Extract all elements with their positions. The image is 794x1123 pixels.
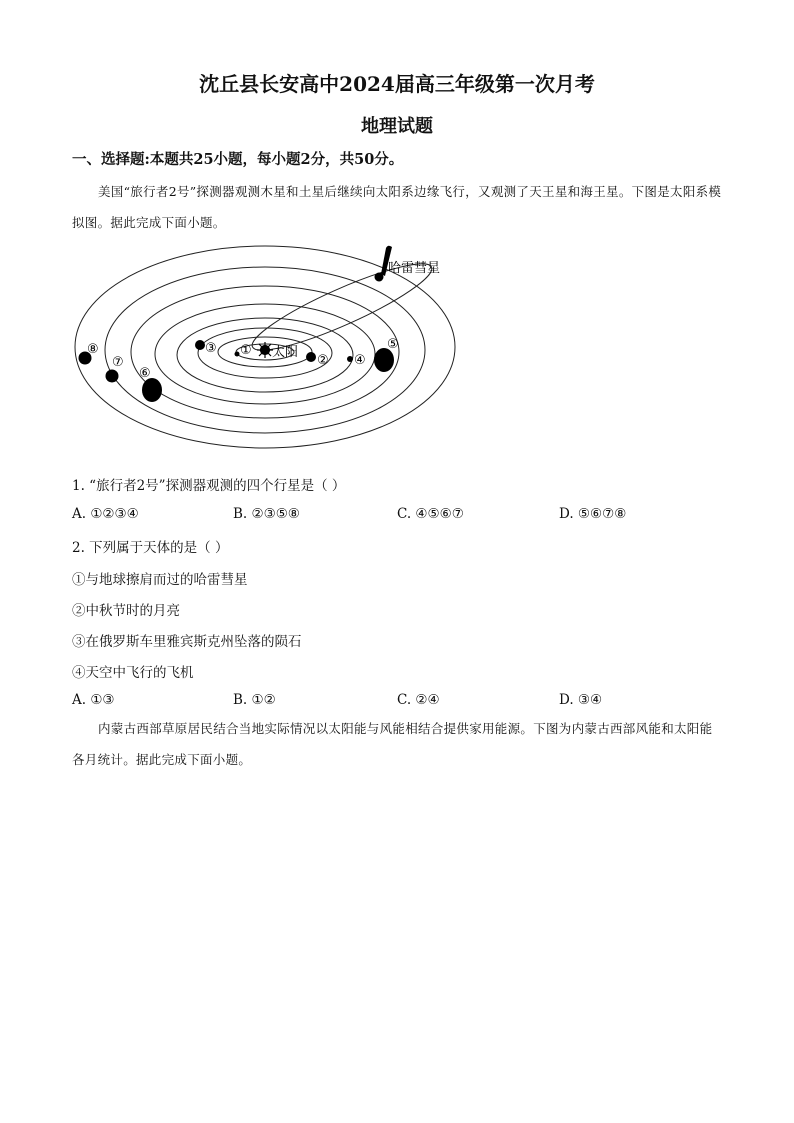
planet-label-2: ② — [317, 353, 329, 368]
planet-label-1: ① — [240, 343, 252, 358]
planet-6 — [142, 378, 162, 402]
planet-4 — [347, 356, 353, 362]
q1-option-c[interactable]: C. ④⑤⑥⑦ — [397, 506, 464, 522]
comet-nucleus — [375, 273, 384, 282]
page-subtitle: 地理试题 — [361, 116, 433, 137]
q2-option-c[interactable]: C. ②④ — [397, 692, 440, 708]
q1-option-b[interactable]: B. ②③⑤⑧ — [233, 506, 300, 522]
q1-option-d[interactable]: D. ⑤⑥⑦⑧ — [559, 506, 627, 522]
q2-option-b[interactable]: B. ①② — [233, 692, 276, 708]
planet-7 — [106, 370, 119, 383]
q2-option-a[interactable]: A. ①③ — [72, 692, 115, 708]
comet-label: 哈雷彗星 — [388, 261, 441, 276]
question-2-item-4: ④天空中飞行的飞机 — [72, 665, 194, 681]
planet-label-5: ⑤ — [387, 337, 399, 352]
question-2-item-1: ①与地球擦肩而过的哈雷彗星 — [72, 572, 248, 588]
question-2-item-2: ②中秋节时的月亮 — [72, 603, 180, 619]
planet-label-4: ④ — [354, 353, 366, 368]
sun-icon — [257, 342, 273, 358]
planet-label-3: ③ — [205, 341, 217, 356]
section-heading: 一、选择题:本题共25小题，每小题2分，共50分。 — [72, 151, 404, 168]
solar-system-diagram — [70, 240, 470, 450]
question-2-item-3: ③在俄罗斯车里雅宾斯克州坠落的陨石 — [72, 634, 302, 650]
question-2-stem: 2. 下列属于天体的是（ ） — [72, 540, 229, 556]
question-1-stem: 1. “旅行者2号”探测器观测的四个行星是（ ） — [72, 478, 346, 494]
passage-text-2: 内蒙古西部草原居民结合当地实际情况以太阳能与风能相结合提供家用能源。下图为内蒙古西部风能和太阳能各月统计。据此完成下面小题。 — [72, 721, 713, 767]
passage-text: 美国“旅行者2号”探测器观测木星和土星后继续向太阳系边缘飞行，又观测了天王星和海王星。下图是太阳系模拟图。据此完成下面小题。 — [72, 184, 722, 230]
question-2-options — [72, 692, 732, 712]
question-1-options — [72, 506, 732, 526]
planet-2 — [306, 352, 316, 362]
planet-label-6: ⑥ — [139, 366, 151, 381]
sun-label: 太阳 — [272, 345, 299, 360]
planet-label-8: ⑧ — [87, 342, 99, 357]
page-title: 沈丘县长安高中2024届高三年级第一次月考 — [199, 72, 595, 96]
q1-option-a[interactable]: A. ①②③④ — [72, 506, 139, 522]
planet-1 — [235, 352, 240, 357]
planet-3 — [195, 340, 205, 350]
planet-label-7: ⑦ — [112, 355, 124, 370]
q2-option-d[interactable]: D. ③④ — [559, 692, 603, 708]
